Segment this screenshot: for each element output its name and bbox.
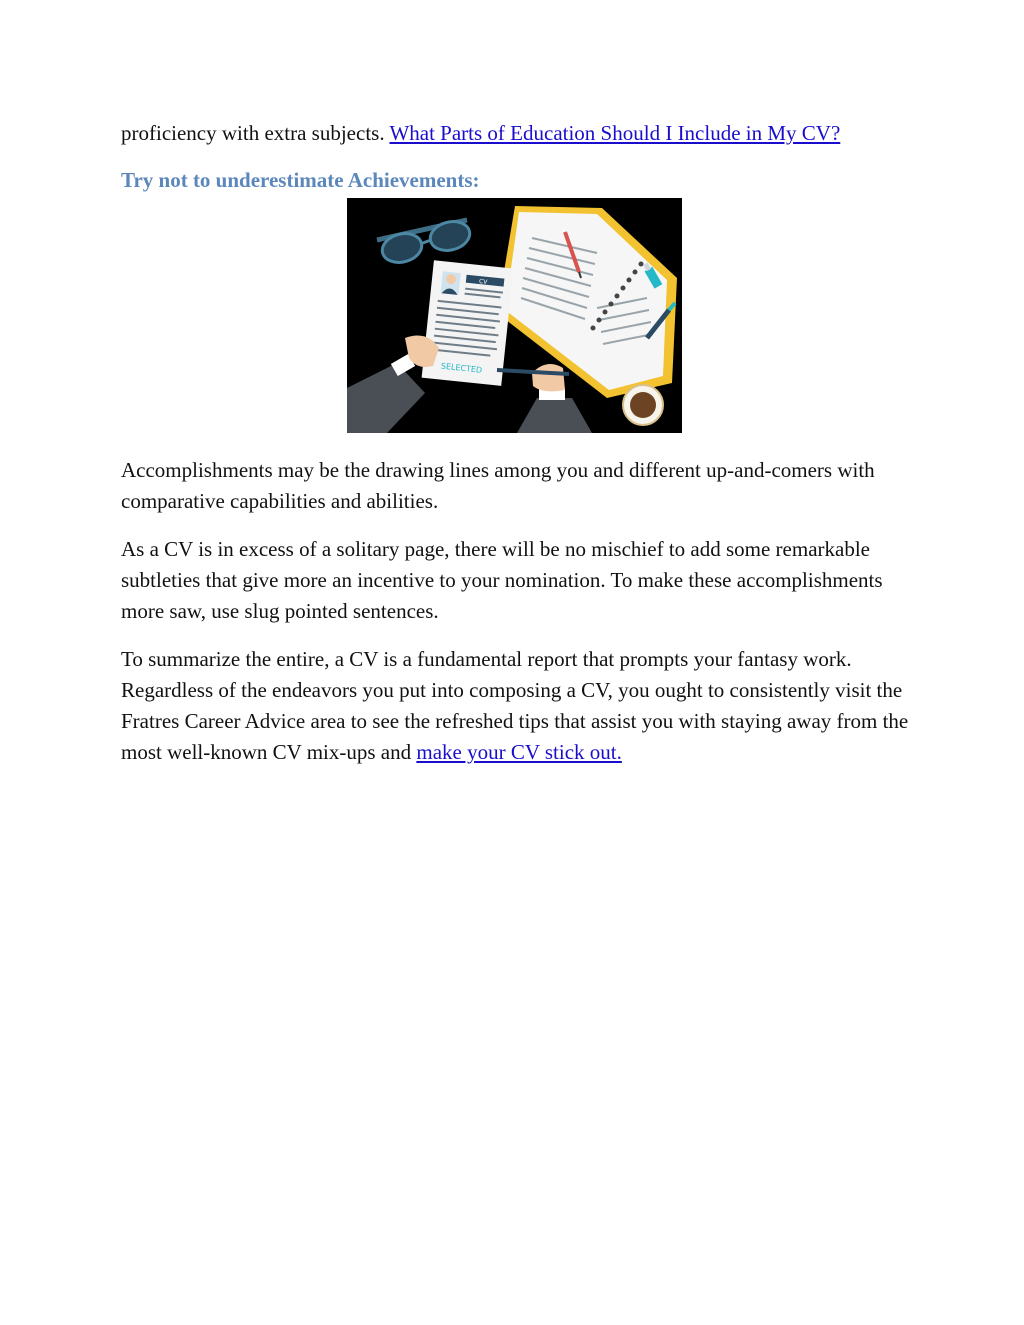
paragraph-accomplishments: Accomplishments may be the drawing lines among you and different up-and-comers with comparative capabilities and abilities. — [121, 458, 875, 513]
make-cv-stick-out-link[interactable]: make your CV stick out. — [416, 740, 622, 764]
figure-container — [121, 198, 911, 433]
cv-illustration — [347, 198, 682, 433]
section-heading: Try not to underestimate Achievements: — [121, 168, 480, 192]
paragraph-cv-length: As a CV is in excess of a solitary page, there will be no mischief to add some remarkable subtleties that give more an incentive to your nomination. To make these accomplishments more saw, use slug pointed sentences. — [121, 537, 883, 623]
intro-text: proficiency with extra subjects. — [121, 121, 390, 145]
closing-text: To summarize the entire, a CV is a fundamental report that prompts your fantasy work. Regardless of the endeavors you put into composing a CV, you ought to consistently visit the Fratres Career Advice area to see the refreshed tips that assist you with staying away from the most well-known CV mix-ups and — [121, 647, 909, 764]
cv-label: CV — [478, 278, 488, 286]
document-page — [121, 118, 911, 768]
cv-document-icon — [421, 260, 513, 386]
coffee-cup-icon — [623, 385, 663, 425]
selected-stamp: SELECTED — [439, 361, 483, 375]
intro-paragraph — [121, 118, 911, 149]
education-link[interactable]: What Parts of Education Should I Include in My CV? — [389, 121, 841, 145]
closing-paragraph — [121, 644, 911, 768]
